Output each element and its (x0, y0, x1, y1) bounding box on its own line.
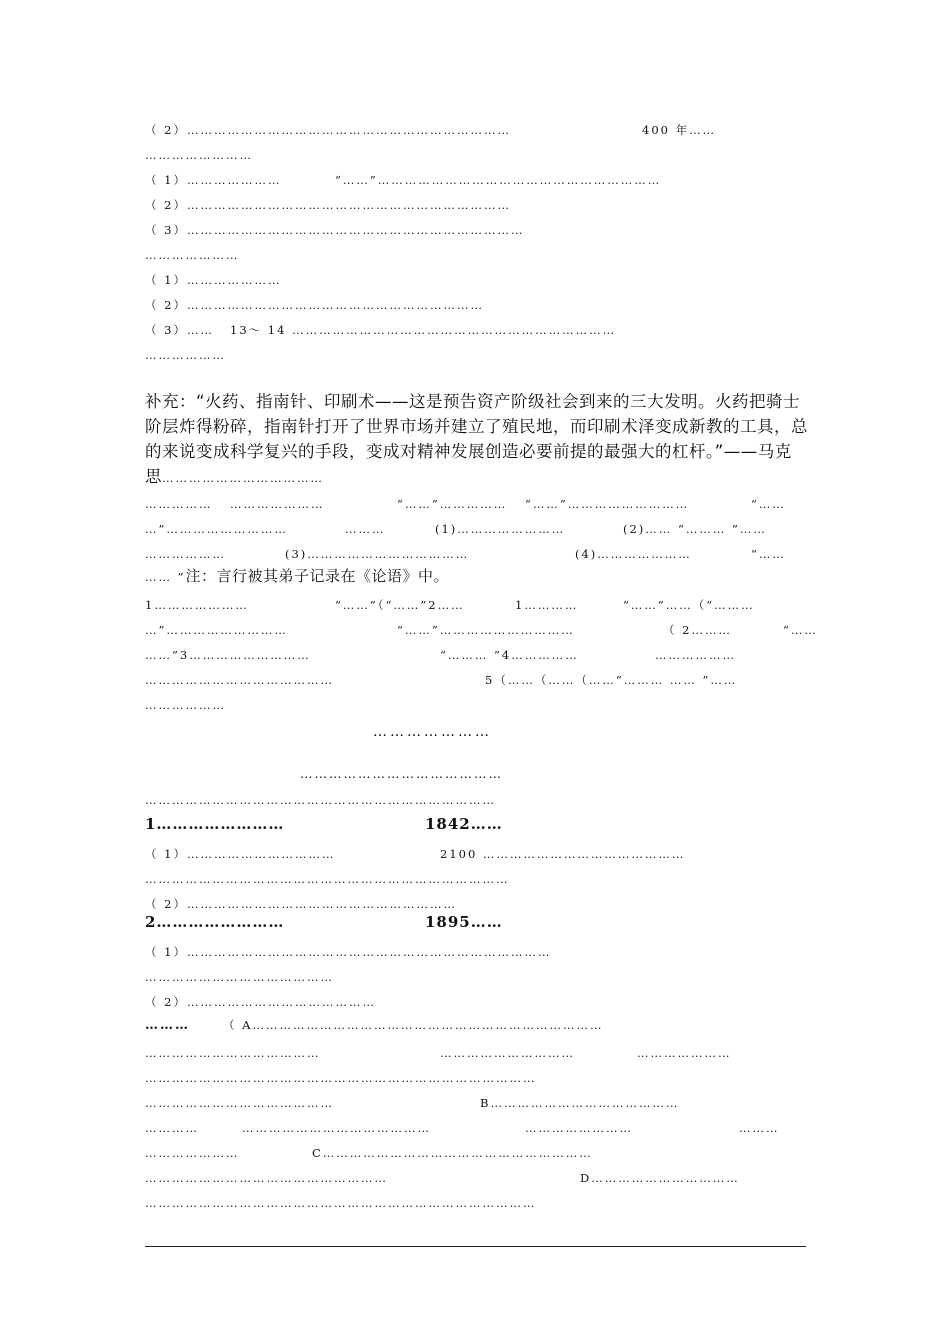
supplement-tail: ……………………………… (162, 471, 324, 485)
text-segment: “……”…………… (397, 497, 508, 511)
section-2-year: 1895…… (425, 913, 503, 931)
text-segment: “……”……………………………………………………… (335, 173, 662, 187)
text-segment: ……………… (655, 648, 736, 662)
text-segment: (4)………………… (575, 547, 692, 561)
text-segment: (2)…… “……… ”…… (623, 522, 767, 536)
text-segment: （ 2）………………………………………………………… (145, 298, 484, 312)
section-1-title (145, 815, 503, 833)
text-segment: （ 1）……………………………………………………………………… (145, 945, 552, 959)
text-segment: …………… (145, 497, 213, 511)
text-segment: ………………… (145, 248, 240, 262)
footer-rule (145, 1246, 806, 1247)
note-text: 注：言行被其弟子记录在《论语》中。 (185, 567, 450, 585)
text-segment: ……………………………………………………………………… (145, 872, 510, 886)
text-segment: ………………… (145, 1146, 240, 1160)
text-segment: “……”（“……”2…… (335, 598, 465, 612)
text-segment: B…………………………………… (480, 1096, 680, 1110)
section-subheading: …………………………………… (300, 766, 503, 781)
text-segment: （ 2）……………………………………………………………… (145, 198, 511, 212)
section-1-label: 1…………………… (145, 815, 285, 833)
text-segment: “…… (751, 497, 786, 511)
text-segment: …………………………………… (145, 970, 334, 984)
text-segment: C…………………………………………………… (312, 1146, 593, 1160)
section-1-year: 1842…… (425, 815, 503, 833)
text-segment: （ 3）………………………………………………………………… (145, 223, 525, 237)
text-segment: …”……………………… (145, 522, 288, 536)
text-segment: 1………… (515, 598, 579, 612)
text-segment: ………………… (230, 497, 325, 511)
text-segment: “…… (783, 623, 818, 637)
text-segment: （ 2……… (663, 623, 732, 637)
text-segment: 13～ 14 ……………………………………………………………… (230, 323, 617, 337)
text-segment: “…… (751, 547, 786, 561)
text-segment: D…………………………… (580, 1171, 740, 1185)
text-segment: （ 2）……………………………………………………………… (145, 123, 511, 137)
text-segment: ……………… (145, 547, 226, 561)
text-segment: ……………… (145, 698, 226, 712)
text-segment: 2100 ……………………………………… (440, 847, 686, 861)
supplement-quote (145, 389, 810, 491)
text-segment: （ 1）………………… (145, 173, 282, 187)
section-2-title (145, 913, 503, 931)
text-segment: ……… (739, 1121, 780, 1135)
text-segment: “……”……（“……… (623, 598, 755, 612)
text-segment: 400 年…… (642, 123, 717, 137)
text-segment: （ 2）…………………………………… (145, 995, 376, 1009)
text-segment: …………………………………… (242, 1121, 431, 1135)
note-prefix: …… ” (145, 570, 186, 584)
text-segment: ……”3……………………… (145, 648, 311, 662)
section-2-label: 2…………………… (145, 913, 285, 931)
text-segment: “……”……………………… (525, 497, 690, 511)
supplement-text: 补充：“火药、指南针、印刷术——这是预告资产阶级社会到来的三大发明。火药把骑士阶层炸得粉碎，指南针打开了世界市场并建立了殖民地，而印刷术泽变成新教的工具，总的来说变成科学复兴的手段，变成对精神发展创造必要前提的最强大的杠杆。”——马克思 (145, 392, 808, 486)
option-a-line: （ A…………………………………………………………………… (223, 1018, 604, 1032)
text-segment: ………………………… (440, 1046, 575, 1060)
text-segment: …………………………………………………………………… (145, 793, 496, 807)
text-segment: （ 2）…………………………………………………… (145, 897, 457, 911)
text-segment: ……………… (145, 348, 226, 362)
text-segment: (3)……………………………… (285, 547, 470, 561)
options-label-row (145, 1017, 604, 1034)
text-segment: 5（……（……（……“……… …… ”…… (485, 673, 738, 687)
text-segment: …………………………………… (145, 1096, 334, 1110)
text-segment: （ 1）………………… (145, 273, 282, 287)
text-segment: （ 1）…………………………… (145, 847, 336, 861)
text-segment: …”……………………… (145, 623, 288, 637)
note-line (145, 568, 449, 585)
text-segment: …………………… (145, 148, 253, 162)
text-segment: 1………………… (145, 598, 249, 612)
text-segment: ………… (145, 1121, 199, 1135)
text-segment: …………………………………………………………………………… (145, 1071, 537, 1085)
text-segment: ………………………………… (145, 1046, 321, 1060)
text-segment: (1)…………………… (435, 522, 566, 536)
text-segment: ………………… (637, 1046, 732, 1060)
text-segment: …………………………………… (145, 673, 334, 687)
text-segment: ……………………………………………… (145, 1171, 388, 1185)
text-segment: （ 3）…… (145, 323, 214, 337)
text-segment: ……… (345, 522, 386, 536)
text-segment: “……… ”4…………… (440, 648, 579, 662)
section-heading: ………………… (373, 724, 492, 740)
text-segment: …………………………………………………………………………… (145, 1196, 537, 1210)
text-segment: …………………… (525, 1121, 633, 1135)
text-segment: “……”………………………… (397, 623, 575, 637)
options-label: ……… (145, 1018, 190, 1033)
